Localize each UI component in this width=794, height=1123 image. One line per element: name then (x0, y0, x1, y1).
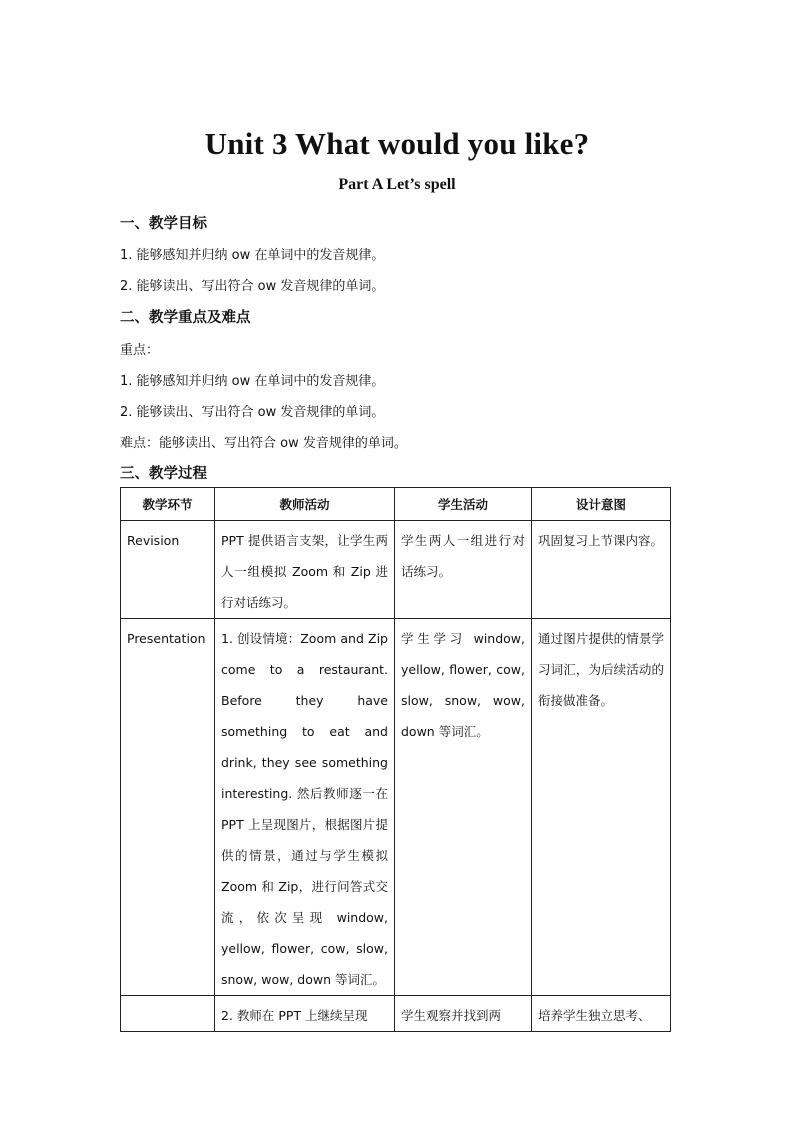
section-heading-objectives: 一、教学目标 (120, 216, 207, 232)
difficulty-text: 难点：能够读出、写出符合 ow 发音规律的单词。 (120, 436, 407, 451)
key-point-item: 1. 能够感知并归纳 ow 在单词中的发音规律。 (120, 374, 385, 389)
key-points-label: 重点： (120, 343, 160, 358)
section-heading-key-points: 二、教学重点及难点 (120, 310, 251, 326)
table-cell-teacher-activity: 1. 创设情境：Zoom and Zip come to a restaurant. Before they have something to eat and drink, they see something interesting. 然后教师逐一在 PPT 上呈现图片，根据图片提供的情景，通过与学生模拟 Zoom 和 Zip，进行问答式交流，依次呈现 window, yellow, flower, cow, slow, snow, wow, down 等词汇。 (215, 619, 395, 996)
table-header-cell: 学生活动 (395, 488, 532, 521)
table-cell-student-activity: 学生观察并找到两 (395, 996, 532, 1032)
table-row (121, 996, 671, 1032)
table-header-cell: 教师活动 (215, 488, 395, 521)
table-cell-stage: Revision (121, 521, 215, 619)
section-heading-process: 三、教学过程 (120, 466, 207, 482)
table-row (121, 521, 671, 619)
table-cell-design-intent: 巩固复习上节课内容。 (532, 521, 671, 619)
table-header-cell: 教学环节 (121, 488, 215, 521)
table-cell-teacher-activity: PPT 提供语言支架，让学生两人一组模拟 Zoom 和 Zip 进行对话练习。 (215, 521, 395, 619)
table-cell-student-activity: 学生两人一组进行对话练习。 (395, 521, 532, 619)
table-cell-teacher-activity: 2. 教师在 PPT 上继续呈现 (215, 996, 395, 1032)
objective-item: 1. 能够感知并归纳 ow 在单词中的发音规律。 (120, 248, 385, 263)
table-cell-design-intent: 培养学生独立思考、 (532, 996, 671, 1032)
table-cell-design-intent: 通过图片提供的情景学习词汇，为后续活动的衔接做准备。 (532, 619, 671, 996)
key-point-item: 2. 能够读出、写出符合 ow 发音规律的单词。 (120, 405, 385, 420)
objective-item: 2. 能够读出、写出符合 ow 发音规律的单词。 (120, 279, 385, 294)
table-row (121, 619, 671, 996)
table-cell-stage (121, 996, 215, 1032)
document-title: Unit 3 What would you like? (204, 126, 590, 161)
table-header-cell: 设计意图 (532, 488, 671, 521)
table-header-row (121, 488, 671, 521)
table-cell-stage: Presentation (121, 619, 215, 996)
document-subtitle: Part A Let’s spell (338, 176, 456, 193)
teaching-process-table (120, 487, 671, 1032)
table-cell-student-activity: 学生学习 window, yellow, flower, cow, slow, snow, wow, down 等词汇。 (395, 619, 532, 996)
